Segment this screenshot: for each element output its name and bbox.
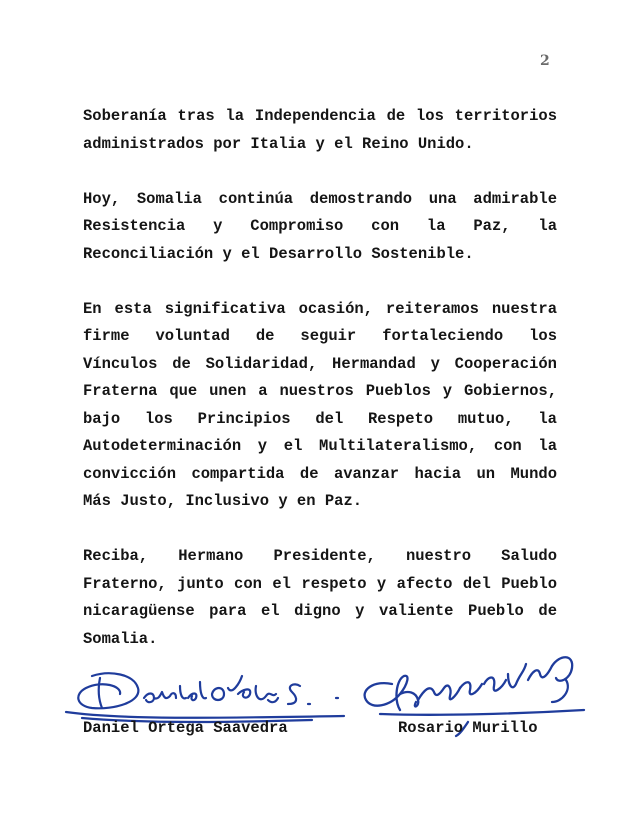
signatory-name-murillo: Rosario Murillo [398, 719, 538, 737]
paragraph-4: Reciba, Hermano Presidente, nuestro Saludo Fraterno, junto con el respeto y afecto del Pueblo nicaragüense para el digno y valiente Pueblo de Somalia. [83, 547, 557, 648]
letter-body [83, 103, 557, 653]
paragraph-1: Soberanía tras la Independencia de los territorios administrados por Italia y el Reino Unido. [83, 107, 557, 153]
signatory-name-ortega: Daniel Ortega Saavedra [83, 719, 288, 737]
paragraph-2: Hoy, Somalia continúa demostrando una admirable Resistencia y Compromiso con la Paz, la Reconciliación y el Desarrollo Sostenible. [83, 189, 557, 263]
paragraph-3: En esta significativa ocasión, reiteramos nuestra firme voluntad de seguir fortaleciendo los Vínculos de Solidaridad, Hermandad y Cooperación Fraterna que unen a nuestros Pueblos y Gobiernos, bajo los Principios del Respeto mutuo, la Autodeterminación y el Multilateralismo, con la convicción compartida de avanzar hacia un Mundo Más Justo, Inclusivo y en Paz. [83, 299, 557, 510]
page-number: 2 [540, 53, 550, 69]
